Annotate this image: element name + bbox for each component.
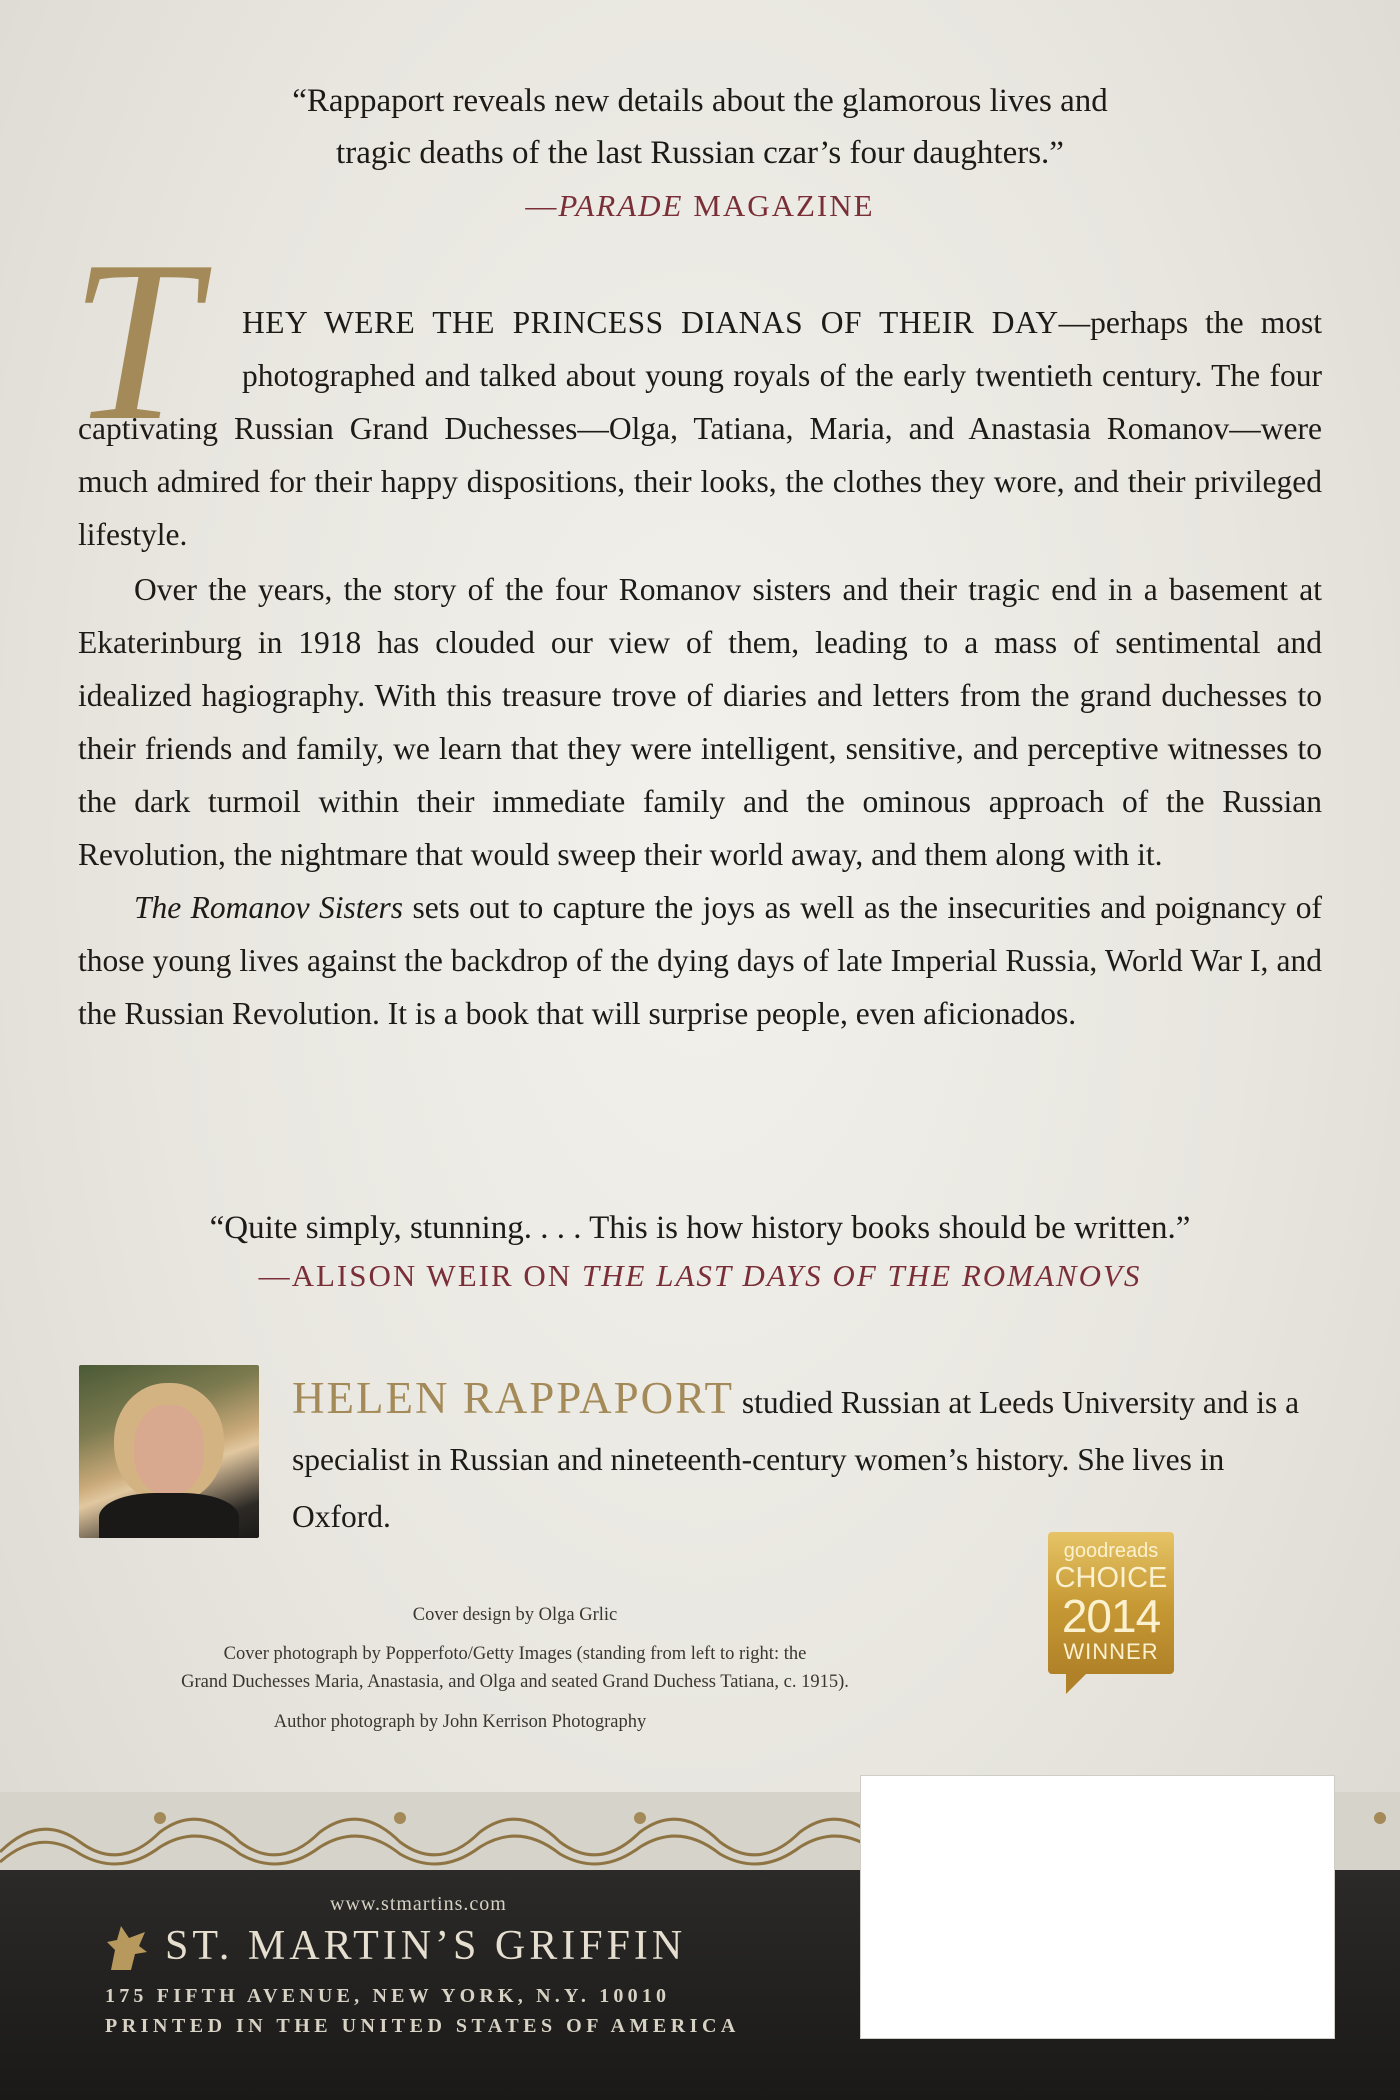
second-attribution-prefix: —ALISON WEIR ON bbox=[258, 1258, 582, 1293]
description-p3 bbox=[78, 881, 1322, 1040]
top-quote bbox=[0, 75, 1400, 179]
author-photo-body bbox=[99, 1493, 239, 1538]
top-quote-line2: tragic deaths of the last Russian czar’s four daughters.” bbox=[336, 135, 1064, 171]
author-photo-face bbox=[134, 1405, 204, 1495]
publisher-url: www.stmartins.com bbox=[330, 1893, 507, 1915]
badge-year: 2014 bbox=[1061, 1590, 1161, 1642]
top-quote-attribution bbox=[0, 188, 1400, 224]
second-quote: “Quite simply, stunning. . . . This is how history books should be written.” bbox=[209, 1210, 1191, 1246]
description-p2: Over the years, the story of the four Romanov sisters and their tragic end in a basement at Ekaterinburg in 1918 has clouded our view of them, leading to a mass of sentimental and idealized hagiography. With this treasure trove of diaries and letters from the grand duchesses to their friends and family, we learn that they were intelligent, sensitive, and perceptive witnesses to the dark turmoil within their immediate family and the ominous approach of the Russian Revolution, the nightmare that would sweep their world away, and them along with it. bbox=[78, 572, 1322, 872]
badge-brand: goodreads bbox=[1063, 1540, 1159, 1562]
dropcap-spacer bbox=[78, 296, 242, 396]
description-continued bbox=[78, 563, 1322, 1040]
second-quote-attribution bbox=[0, 1258, 1400, 1294]
publisher-address: 175 FIFTH AVENUE, NEW YORK, N.Y. 10010 bbox=[105, 1985, 671, 2007]
attribution-rest: MAGAZINE bbox=[683, 188, 875, 223]
publisher-name: ST. MARTIN’S GRIFFIN bbox=[165, 1923, 687, 1969]
description-p1 bbox=[78, 296, 1322, 561]
badge-box bbox=[1048, 1532, 1174, 1674]
credit-cover-design: Cover design by Olga Grlic bbox=[412, 1605, 618, 1625]
description-p1-lead: HEY WERE THE PRINCESS DIANAS OF THEIR DAY bbox=[242, 305, 1059, 340]
top-quote-line1: “Rappaport reveals new details about the glamorous lives and bbox=[292, 83, 1108, 119]
griffin-logo-icon bbox=[101, 1920, 153, 1974]
barcode-area bbox=[860, 1775, 1335, 2039]
credit-author-photo: Author photograph by John Kerrison Photography bbox=[273, 1712, 647, 1732]
credit-cover-photo-2: Grand Duchesses Maria, Anastasia, and Olga and seated Grand Duchess Tatiana, c. 1915). bbox=[181, 1672, 849, 1692]
description bbox=[78, 296, 1322, 561]
goodreads-badge bbox=[1048, 1532, 1174, 1694]
author-bio-text: studied Russian at Leeds University and is a specialist in Russian and nineteenth-century women’s history. She lives in Oxford. bbox=[292, 1385, 1300, 1534]
attribution-publication: PARADE bbox=[558, 188, 684, 223]
description-p3-rest: sets out to capture the joys as well as the insecurities and poignancy of those young lives against the backdrop of the dying days of late Imperial Russia, World War I, and the Russian Revolution. It is a book that will surprise people, even aficionados. bbox=[78, 890, 1322, 1031]
credit-cover-photo-1: Cover photograph by Popperfoto/Getty Images (standing from left to right: the bbox=[223, 1644, 807, 1664]
badge-tail bbox=[1066, 1672, 1088, 1694]
author-photo bbox=[79, 1365, 259, 1538]
attribution-dash: — bbox=[525, 188, 559, 223]
description-p1-rest: —perhaps the most photographed and talked about young royals of the early twentieth century. The four captivating Russian Grand Duchesses—Olga, Tatiana, Maria, and Anastasia Romanov—were much admired for their happy dispositions, their looks, the clothes they wore, and their privileged lifestyle. bbox=[78, 305, 1322, 552]
author-bio bbox=[292, 1370, 1322, 1545]
publisher-printed: PRINTED IN THE UNITED STATES OF AMERICA bbox=[105, 2015, 740, 2037]
dropcap-letter: T bbox=[70, 213, 198, 468]
credits bbox=[80, 1601, 950, 1736]
badge-winner: WINNER bbox=[1063, 1639, 1159, 1664]
book-title: The Romanov Sisters bbox=[134, 890, 404, 925]
author-name: HELEN RAPPAPORT bbox=[292, 1373, 734, 1423]
second-attribution-title: THE LAST DAYS OF THE ROMANOVS bbox=[581, 1258, 1142, 1293]
badge-choice: CHOICE bbox=[1054, 1562, 1168, 1594]
